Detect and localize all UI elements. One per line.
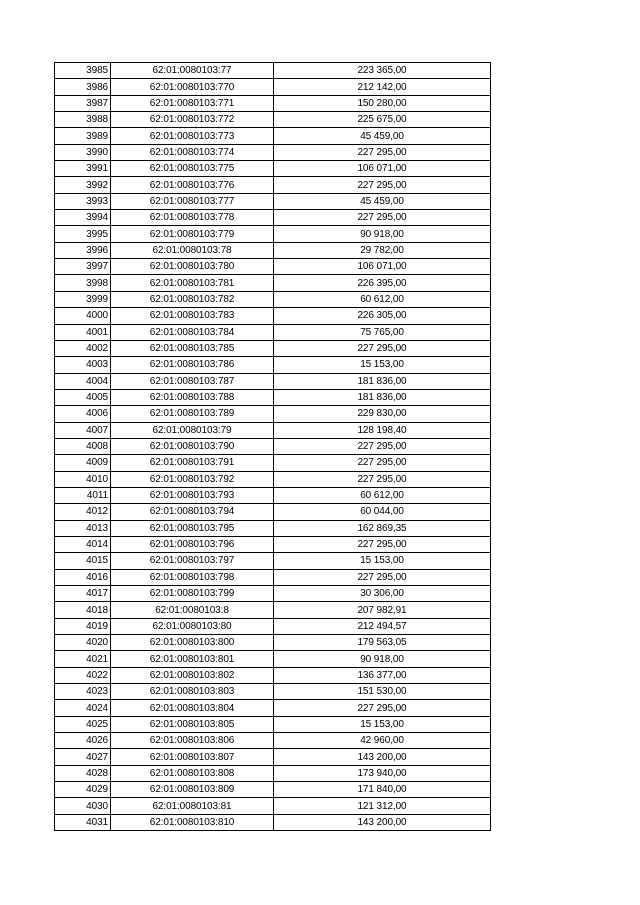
table-row: [55, 112, 491, 128]
cadastral-value-cell: 90 918,00: [274, 651, 491, 667]
cadastral-number-cell: 62:01:0080103:789: [111, 406, 274, 422]
row-number-cell: 4011: [55, 487, 111, 503]
table-row: [55, 635, 491, 651]
row-number-cell: 3991: [55, 161, 111, 177]
cadastral-number-cell: 62:01:0080103:806: [111, 733, 274, 749]
cadastral-number-cell: 62:01:0080103:772: [111, 112, 274, 128]
cadastral-number-cell: 62:01:0080103:809: [111, 782, 274, 798]
row-number-cell: 4000: [55, 308, 111, 324]
row-number-cell: 3992: [55, 177, 111, 193]
cadastral-value-table: [54, 62, 491, 831]
cadastral-number-cell: 62:01:0080103:802: [111, 667, 274, 683]
row-number-cell: 4017: [55, 586, 111, 602]
table-row: [55, 536, 491, 552]
cadastral-number-cell: 62:01:0080103:801: [111, 651, 274, 667]
cadastral-value-cell: 90 918,00: [274, 226, 491, 242]
cadastral-value-cell: 229 830,00: [274, 406, 491, 422]
cadastral-number-cell: 62:01:0080103:797: [111, 553, 274, 569]
cadastral-value-cell: 29 782,00: [274, 242, 491, 258]
row-number-cell: 3999: [55, 291, 111, 307]
row-number-cell: 4007: [55, 422, 111, 438]
cadastral-value-cell: 60 044,00: [274, 504, 491, 520]
cadastral-value-cell: 151 530,00: [274, 684, 491, 700]
cadastral-number-cell: 62:01:0080103:803: [111, 684, 274, 700]
cadastral-value-cell: 227 295,00: [274, 340, 491, 356]
row-number-cell: 4024: [55, 700, 111, 716]
cadastral-value-cell: 15 153,00: [274, 553, 491, 569]
cadastral-number-cell: 62:01:0080103:791: [111, 455, 274, 471]
cadastral-value-cell: 225 675,00: [274, 112, 491, 128]
row-number-cell: 3987: [55, 95, 111, 111]
row-number-cell: 4013: [55, 520, 111, 536]
cadastral-value-cell: 136 377,00: [274, 667, 491, 683]
row-number-cell: 4021: [55, 651, 111, 667]
table-row: [55, 618, 491, 634]
row-number-cell: 3996: [55, 242, 111, 258]
table-row: [55, 684, 491, 700]
cadastral-number-cell: 62:01:0080103:78: [111, 242, 274, 258]
table-row: [55, 177, 491, 193]
table-row: [55, 504, 491, 520]
table-row: [55, 798, 491, 814]
cadastral-value-cell: 226 395,00: [274, 275, 491, 291]
table-row: [55, 193, 491, 209]
table-row: [55, 716, 491, 732]
table-row: [55, 226, 491, 242]
row-number-cell: 3988: [55, 112, 111, 128]
row-number-cell: 3998: [55, 275, 111, 291]
cadastral-number-cell: 62:01:0080103:810: [111, 814, 274, 830]
cadastral-number-cell: 62:01:0080103:782: [111, 291, 274, 307]
row-number-cell: 3985: [55, 63, 111, 79]
cadastral-number-cell: 62:01:0080103:770: [111, 79, 274, 95]
row-number-cell: 4002: [55, 340, 111, 356]
cadastral-number-cell: 62:01:0080103:785: [111, 340, 274, 356]
cadastral-value-cell: 227 295,00: [274, 536, 491, 552]
cadastral-value-cell: 179 563,05: [274, 635, 491, 651]
cadastral-value-cell: 226 305,00: [274, 308, 491, 324]
cadastral-value-cell: 60 612,00: [274, 291, 491, 307]
cadastral-number-cell: 62:01:0080103:787: [111, 373, 274, 389]
row-number-cell: 4029: [55, 782, 111, 798]
cadastral-value-cell: 45 459,00: [274, 193, 491, 209]
cadastral-number-cell: 62:01:0080103:788: [111, 389, 274, 405]
cadastral-number-cell: 62:01:0080103:795: [111, 520, 274, 536]
cadastral-number-cell: 62:01:0080103:794: [111, 504, 274, 520]
row-number-cell: 4010: [55, 471, 111, 487]
row-number-cell: 4025: [55, 716, 111, 732]
row-number-cell: 4004: [55, 373, 111, 389]
cadastral-number-cell: 62:01:0080103:808: [111, 765, 274, 781]
cadastral-value-cell: 212 142,00: [274, 79, 491, 95]
row-number-cell: 3995: [55, 226, 111, 242]
cadastral-number-cell: 62:01:0080103:777: [111, 193, 274, 209]
table-row: [55, 373, 491, 389]
cadastral-number-cell: 62:01:0080103:792: [111, 471, 274, 487]
cadastral-number-cell: 62:01:0080103:786: [111, 357, 274, 373]
cadastral-number-cell: 62:01:0080103:807: [111, 749, 274, 765]
cadastral-number-cell: 62:01:0080103:779: [111, 226, 274, 242]
table-row: [55, 422, 491, 438]
table-row: [55, 553, 491, 569]
cadastral-number-cell: 62:01:0080103:798: [111, 569, 274, 585]
cadastral-value-cell: 181 836,00: [274, 389, 491, 405]
row-number-cell: 4012: [55, 504, 111, 520]
table-row: [55, 259, 491, 275]
cadastral-value-cell: 106 071,00: [274, 161, 491, 177]
cadastral-value-cell: 227 295,00: [274, 471, 491, 487]
cadastral-value-cell: 60 612,00: [274, 487, 491, 503]
table-row: [55, 406, 491, 422]
row-number-cell: 4031: [55, 814, 111, 830]
table-row: [55, 357, 491, 373]
cadastral-value-cell: 181 836,00: [274, 373, 491, 389]
table-row: [55, 455, 491, 471]
cadastral-number-cell: 62:01:0080103:793: [111, 487, 274, 503]
row-number-cell: 3989: [55, 128, 111, 144]
cadastral-number-cell: 62:01:0080103:775: [111, 161, 274, 177]
cadastral-value-cell: 227 295,00: [274, 455, 491, 471]
row-number-cell: 4022: [55, 667, 111, 683]
table-row: [55, 487, 491, 503]
row-number-cell: 3990: [55, 144, 111, 160]
cadastral-number-cell: 62:01:0080103:784: [111, 324, 274, 340]
cadastral-number-cell: 62:01:0080103:799: [111, 586, 274, 602]
cadastral-value-cell: 227 295,00: [274, 144, 491, 160]
cadastral-value-cell: 143 200,00: [274, 749, 491, 765]
row-number-cell: 3986: [55, 79, 111, 95]
table-row: [55, 749, 491, 765]
row-number-cell: 4026: [55, 733, 111, 749]
row-number-cell: 4020: [55, 635, 111, 651]
cadastral-value-cell: 143 200,00: [274, 814, 491, 830]
row-number-cell: 4003: [55, 357, 111, 373]
cadastral-number-cell: 62:01:0080103:790: [111, 438, 274, 454]
table-row: [55, 814, 491, 830]
table-row: [55, 765, 491, 781]
row-number-cell: 4014: [55, 536, 111, 552]
cadastral-value-cell: 227 295,00: [274, 177, 491, 193]
cadastral-value-cell: 223 365,00: [274, 63, 491, 79]
cadastral-number-cell: 62:01:0080103:805: [111, 716, 274, 732]
cadastral-number-cell: 62:01:0080103:771: [111, 95, 274, 111]
table-row: [55, 389, 491, 405]
table-row: [55, 782, 491, 798]
table-row: [55, 161, 491, 177]
table-row: [55, 210, 491, 226]
table-row: [55, 586, 491, 602]
table-row: [55, 324, 491, 340]
table-row: [55, 700, 491, 716]
cadastral-value-cell: 207 982,91: [274, 602, 491, 618]
cadastral-number-cell: 62:01:0080103:80: [111, 618, 274, 634]
table-row: [55, 95, 491, 111]
cadastral-number-cell: 62:01:0080103:800: [111, 635, 274, 651]
cadastral-value-cell: 30 306,00: [274, 586, 491, 602]
row-number-cell: 3993: [55, 193, 111, 209]
cadastral-value-cell: 227 295,00: [274, 569, 491, 585]
cadastral-value-cell: 15 153,00: [274, 357, 491, 373]
cadastral-value-cell: 42 960,00: [274, 733, 491, 749]
cadastral-number-cell: 62:01:0080103:781: [111, 275, 274, 291]
cadastral-number-cell: 62:01:0080103:773: [111, 128, 274, 144]
table-row: [55, 471, 491, 487]
cadastral-value-cell: 227 295,00: [274, 210, 491, 226]
table-row: [55, 128, 491, 144]
table-row: [55, 602, 491, 618]
row-number-cell: 4028: [55, 765, 111, 781]
row-number-cell: 4030: [55, 798, 111, 814]
table-row: [55, 438, 491, 454]
cadastral-value-cell: 173 940,00: [274, 765, 491, 781]
table-row: [55, 667, 491, 683]
cadastral-value-cell: 121 312,00: [274, 798, 491, 814]
row-number-cell: 4018: [55, 602, 111, 618]
row-number-cell: 3994: [55, 210, 111, 226]
table-row: [55, 569, 491, 585]
cadastral-number-cell: 62:01:0080103:77: [111, 63, 274, 79]
table-body: [55, 63, 491, 831]
row-number-cell: 4001: [55, 324, 111, 340]
cadastral-value-cell: 150 280,00: [274, 95, 491, 111]
row-number-cell: 4015: [55, 553, 111, 569]
cadastral-value-cell: 75 765,00: [274, 324, 491, 340]
cadastral-number-cell: 62:01:0080103:804: [111, 700, 274, 716]
row-number-cell: 4016: [55, 569, 111, 585]
table-row: [55, 275, 491, 291]
cadastral-value-cell: 106 071,00: [274, 259, 491, 275]
cadastral-number-cell: 62:01:0080103:81: [111, 798, 274, 814]
table-row: [55, 733, 491, 749]
table-row: [55, 63, 491, 79]
row-number-cell: 4006: [55, 406, 111, 422]
cadastral-number-cell: 62:01:0080103:8: [111, 602, 274, 618]
cadastral-number-cell: 62:01:0080103:783: [111, 308, 274, 324]
cadastral-value-cell: 212 494,57: [274, 618, 491, 634]
row-number-cell: 3997: [55, 259, 111, 275]
row-number-cell: 4019: [55, 618, 111, 634]
table-row: [55, 340, 491, 356]
table-row: [55, 79, 491, 95]
cadastral-value-cell: 171 840,00: [274, 782, 491, 798]
cadastral-number-cell: 62:01:0080103:774: [111, 144, 274, 160]
cadastral-number-cell: 62:01:0080103:780: [111, 259, 274, 275]
cadastral-value-cell: 45 459,00: [274, 128, 491, 144]
row-number-cell: 4009: [55, 455, 111, 471]
cadastral-value-cell: 162 869,35: [274, 520, 491, 536]
row-number-cell: 4005: [55, 389, 111, 405]
cadastral-value-cell: 15 153,00: [274, 716, 491, 732]
cadastral-number-cell: 62:01:0080103:79: [111, 422, 274, 438]
cadastral-number-cell: 62:01:0080103:778: [111, 210, 274, 226]
cadastral-value-cell: 227 295,00: [274, 700, 491, 716]
table-row: [55, 520, 491, 536]
table-row: [55, 144, 491, 160]
cadastral-value-cell: 128 198,40: [274, 422, 491, 438]
cadastral-number-cell: 62:01:0080103:776: [111, 177, 274, 193]
row-number-cell: 4023: [55, 684, 111, 700]
cadastral-number-cell: 62:01:0080103:796: [111, 536, 274, 552]
table-row: [55, 308, 491, 324]
table-row: [55, 242, 491, 258]
cadastral-value-cell: 227 295,00: [274, 438, 491, 454]
row-number-cell: 4008: [55, 438, 111, 454]
row-number-cell: 4027: [55, 749, 111, 765]
table-row: [55, 291, 491, 307]
table-row: [55, 651, 491, 667]
